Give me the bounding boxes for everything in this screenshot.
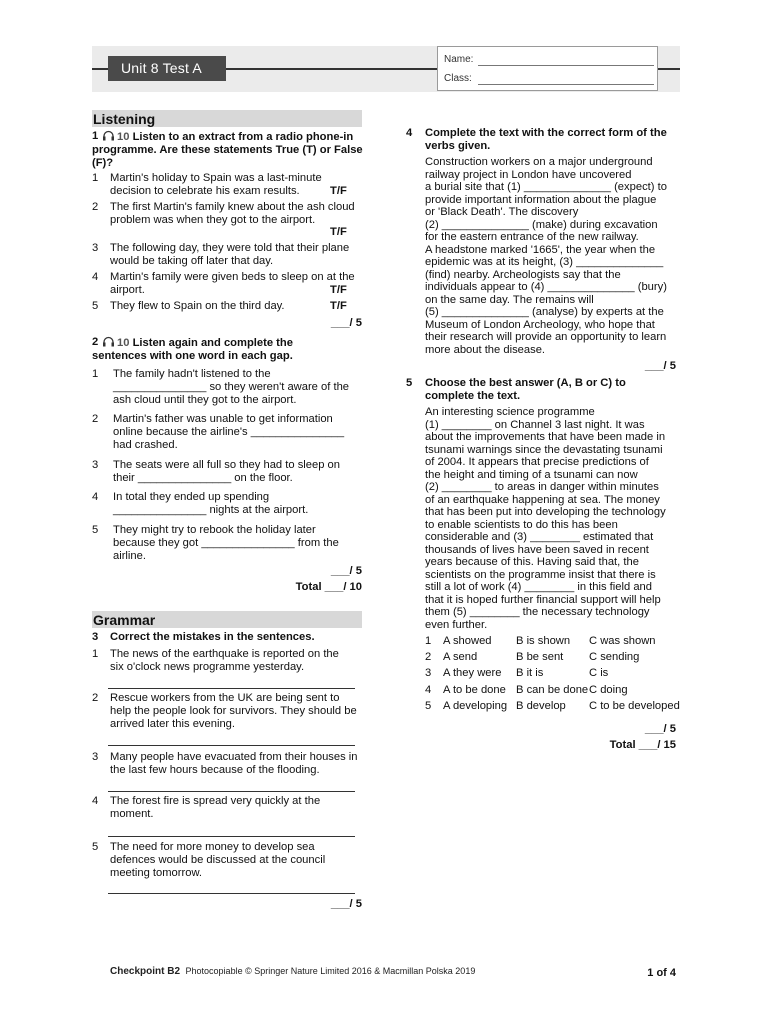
item-number: 4 <box>92 795 99 807</box>
name-label: Name: <box>444 54 474 65</box>
option-c[interactable]: C doing <box>589 683 628 696</box>
option-a[interactable]: A developing <box>443 699 508 712</box>
item-text: Martin's holiday to Spain was a last-minute decision to celebrate his exam results. <box>110 172 322 197</box>
q5-line: An interesting science programme <box>425 406 595 418</box>
item-text: The need for more money to develop sea defences would be discussed at the council meeting tomorrow. <box>110 841 326 879</box>
q1-item-1-tf[interactable]: T/F <box>330 185 347 197</box>
q4-line: A headstone marked '1665', the year when the <box>425 243 656 256</box>
option-c[interactable]: C to be developed <box>589 699 680 712</box>
footer-copyright: Photocopiable © Springer Nature Limited 2016 & Macmillan Polska 2019 <box>185 966 476 976</box>
option-a[interactable]: A they were <box>443 667 502 680</box>
q2-instruction: Listen again and complete the sentences with one word in each gap. <box>92 337 293 362</box>
item-number: 3 <box>92 459 99 471</box>
class-row <box>444 73 472 85</box>
q5-line: of an earthquake happening at sea. The money <box>425 493 660 506</box>
unit-title: Unit 8 Test A <box>108 56 226 81</box>
q5-line: (1) ________ on Channel 3 last night. It was <box>425 418 645 431</box>
q1-item-4-tf[interactable]: T/F <box>330 284 347 296</box>
option-b[interactable]: B it is <box>516 667 544 680</box>
q5-line: the height and timing of a tsunami can now <box>425 468 638 481</box>
q4-line: (5) ______________ (analyse) by experts at the <box>425 306 664 318</box>
q5-instruction: Choose the best answer (A, B or C) to complete the text. <box>425 377 626 402</box>
item-number: 5 <box>92 300 99 312</box>
option-number: 5 <box>425 699 432 712</box>
item-number: 2 <box>92 413 99 425</box>
q3-score[interactable]: ___/ 5 <box>330 898 362 910</box>
item-text: The following day, they were told that their plane would be taking off later that day. <box>110 242 350 267</box>
q5-line: scientists on the programme insist that there is <box>425 568 656 581</box>
section-listening: Listening <box>92 110 362 127</box>
q5-line: of 2004. It appears that precise predictions of <box>425 456 649 468</box>
option-b[interactable]: B develop <box>516 699 566 712</box>
q4-number: 4 <box>406 127 413 139</box>
q5-number: 5 <box>406 377 413 389</box>
item-text: The seats were all full so they had to sleep on their _______________ on the floor. <box>113 459 340 484</box>
item-text: The first Martin's family knew about the ash cloud problem was when they got to the airport. <box>110 201 355 226</box>
option-a[interactable]: A showed <box>443 635 492 647</box>
q3-answer-line-1[interactable] <box>108 688 355 689</box>
item-text: The family hadn't listened to the _______________ so they weren't aware of the ash cloud until they got to the airport. <box>113 368 350 406</box>
q4-line: Construction workers on a major underground <box>425 156 653 168</box>
q5-line: (2) ________ to areas in danger within minutes <box>425 481 659 493</box>
q3-instruction: Correct the mistakes in the sentences. <box>110 631 315 643</box>
headphones-icon[interactable] <box>102 130 115 141</box>
option-a[interactable]: A to be done <box>443 683 506 696</box>
headphones-icon[interactable] <box>102 336 115 347</box>
option-number: 3 <box>425 667 432 680</box>
q1-item-2-tf[interactable]: T/F <box>330 226 347 238</box>
q4-line: individuals appear to (4) ______________ (bury) <box>425 281 667 293</box>
item-number: 1 <box>92 648 99 660</box>
q2-number: 2 <box>92 336 99 348</box>
item-text: Many people have evacuated from their houses in the last few hours because of the flooding. <box>110 751 358 776</box>
q3-answer-line-4[interactable] <box>108 836 355 837</box>
option-b[interactable]: B can be done <box>516 683 589 696</box>
name-row <box>444 54 473 66</box>
class-label: Class: <box>444 73 472 84</box>
q5-option-row <box>425 700 685 714</box>
q2-track: 10 <box>117 337 130 349</box>
option-b[interactable]: B is shown <box>516 635 571 647</box>
name-class-box <box>437 46 658 91</box>
item-number: 4 <box>92 491 99 503</box>
q1-number: 1 <box>92 130 99 142</box>
option-number: 1 <box>425 635 432 647</box>
q5-option-row <box>425 651 685 665</box>
q5-line: them (5) ________ the necessary technology <box>425 606 650 618</box>
q4-line: on the same day. The remains will <box>425 293 594 306</box>
q4-line: a burial site that (1) ______________ (expect) to <box>425 181 667 193</box>
q5-total[interactable]: Total ___/ 15 <box>609 739 676 751</box>
q1-instruction: Listen to an extract from a radio phone-in programme. Are these statements True (T) or False (F)? <box>92 131 363 169</box>
q4-line: or 'Black Death'. The discovery <box>425 206 579 218</box>
q4-line: epidemic was at its height, (3) ______________ <box>425 256 664 268</box>
item-text: The news of the earthquake is reported on the six o'clock news programme yesterday. <box>110 648 339 673</box>
page-number: 1 of 4 <box>647 967 676 979</box>
option-c[interactable]: C was shown <box>589 635 656 647</box>
q4-line: more about the disease. <box>425 343 546 356</box>
q3-number: 3 <box>92 631 99 643</box>
q4-line: (find) nearby. Archeologists say that the <box>425 268 621 281</box>
q5-line: to enable scientists to do this has been <box>425 518 618 531</box>
q4-line: for the eastern entrance of the new railway. <box>425 231 639 243</box>
footer-brand: Checkpoint B2 <box>110 966 181 977</box>
section-grammar: Grammar <box>92 611 362 628</box>
listening-total[interactable]: Total ___/ 10 <box>295 581 362 593</box>
item-number: 5 <box>92 841 99 853</box>
q1-track: 10 <box>117 131 130 143</box>
q3-answer-line-2[interactable] <box>108 745 355 746</box>
item-text: Rescue workers from the UK are being sent to help the people look for survivors. They should be arrived later this evening. <box>110 692 357 730</box>
q5-option-row <box>425 667 685 681</box>
option-number: 4 <box>425 683 432 696</box>
item-text: Martin's family were given beds to sleep on at the airport. <box>110 271 355 296</box>
class-line[interactable] <box>478 84 654 85</box>
item-number: 3 <box>92 751 99 763</box>
item-number: 1 <box>92 368 99 380</box>
item-number: 2 <box>92 692 99 704</box>
q5-line: about the improvements that have been made in <box>425 431 666 443</box>
item-number: 1 <box>92 172 99 184</box>
q5-text <box>425 406 685 631</box>
q5-line: thousands of lives have been saved in recent <box>425 543 649 556</box>
q5-line: that has been put into developing the technology <box>425 506 666 518</box>
q3-answer-line-5[interactable] <box>108 893 355 894</box>
footer <box>110 966 475 978</box>
option-c[interactable]: C sending <box>589 651 640 664</box>
name-line[interactable] <box>478 65 654 66</box>
q5-option-row <box>425 684 685 698</box>
q5-line: considerable and (3) ________ estimated that <box>425 531 654 543</box>
item-number: 2 <box>92 201 99 213</box>
q5-score[interactable]: ___/ 5 <box>644 723 676 735</box>
q5-line: still a lot of work (4) ________ in this field and <box>425 581 652 593</box>
q4-text <box>425 156 685 356</box>
option-number: 2 <box>425 651 432 664</box>
q5-line: that it is hoped further financial support will help <box>425 593 661 606</box>
q2-score[interactable]: ___/ 5 <box>330 565 362 577</box>
q5-option-row <box>425 635 685 649</box>
option-b[interactable]: B be sent <box>516 651 564 664</box>
q1-item-5-tf[interactable]: T/F <box>330 300 347 312</box>
q4-score[interactable]: ___/ 5 <box>644 360 676 372</box>
q5-line: years because of this. Having said that, the <box>425 556 639 568</box>
item-text: They might try to rebook the holiday later because they got _______________ from the airline. <box>113 524 339 562</box>
q5-line: tsunami warnings since the devastating tsunami <box>425 443 663 456</box>
item-number: 4 <box>92 271 99 283</box>
item-text: In total they ended up spending _______________ nights at the airport. <box>113 491 309 516</box>
item-number: 5 <box>92 524 99 536</box>
item-number: 3 <box>92 242 99 254</box>
option-c[interactable]: C is <box>589 667 609 680</box>
q4-line: railway project in London have uncovered <box>425 168 632 181</box>
q5-line: even further. <box>425 618 488 631</box>
item-text: Martin's father was unable to get information online because the airline's _______________ had crashed. <box>113 413 345 451</box>
item-text: They flew to Spain on the third day. <box>110 300 285 312</box>
q4-line: (2) ______________ (make) during excavation <box>425 218 658 231</box>
q4-instruction: Complete the text with the correct form of the verbs given. <box>425 127 667 152</box>
q1-score[interactable]: ___/ 5 <box>330 317 362 329</box>
q4-line: Museum of London Archeology, who hope that <box>425 318 655 331</box>
q4-line: provide important information about the plague <box>425 193 657 206</box>
item-text: The forest fire is spread very quickly at the moment. <box>110 795 321 820</box>
q4-line: their research will provide an opportunity to learn <box>425 331 667 343</box>
option-a[interactable]: A send <box>443 651 478 664</box>
q3-answer-line-3[interactable] <box>108 791 355 792</box>
